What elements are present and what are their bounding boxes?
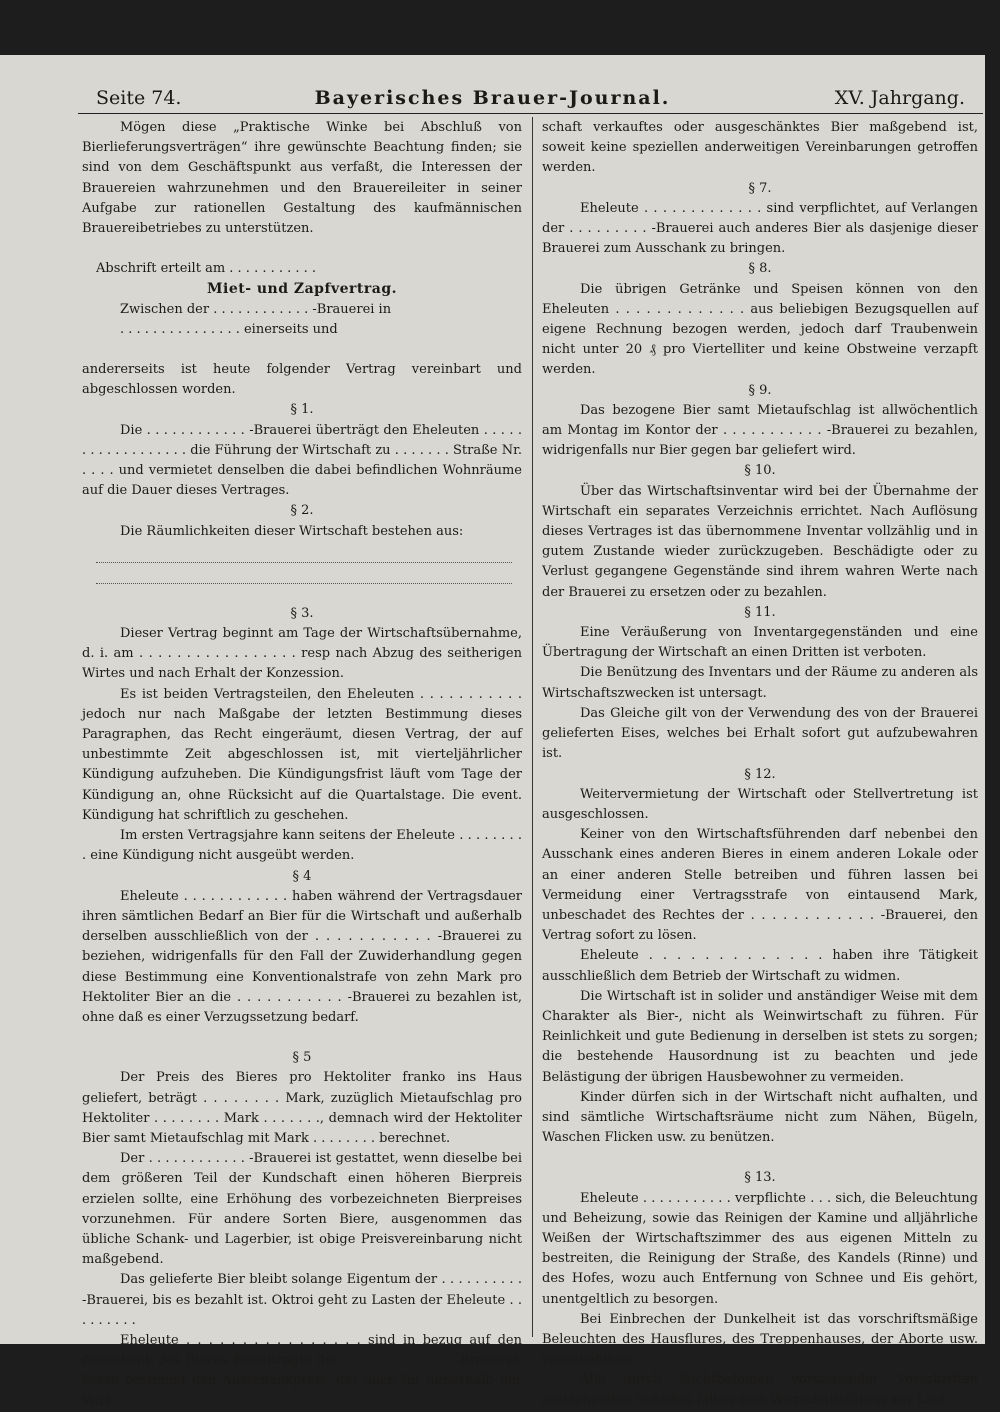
section-10-text: Über das Wirtschaftsinventar wird bei der Übernahme der Wirtschaft ein separates Verzeichnis errichtet. Nach Auflösung dieses Vertrages ist das übernommene Inventar vollzählig und in gutem Zustande wieder zurückzugeben. Beschädigte oder zu Verlust gegangene Gegenstände sind ihrem wahren Werte nach der Brauerei zu ersetzen oder zu bezahlen. <box>542 483 978 600</box>
section-11-text-b: Die Benützung des Inventars und der Räume zu anderen als Wirtschaftszwecken ist untersagt. <box>542 665 978 701</box>
section-3-text-a: Dieser Vertrag beginnt am Tage der Wirtschaftsübernahme, d. i. am . . . . . . . . . . . . . . . . . resp nach Abzug des seitherigen Wirtes und nach Erhalt der Konzession. <box>82 626 522 682</box>
section-1-text: Die . . . . . . . . . . . . -Brauerei überträgt den Eheleuten . . . . . . . . . . . . . . . . . . die Führung der Wirtschaft zu . . . . . . . Straße Nr. . . . . und vermietet denselben die dabei befindlichen Wohnräume auf die Dauer dieses Vertrages. <box>82 422 522 499</box>
fill-in-line <box>96 542 512 563</box>
section-5-text-d: Eheleute . . . . . . . . . . . . . . . . sind in bezug auf den Ausschank des Bieres Beauftragte der . . . . . . . . . . . . -Brauerei. Diese bestimmt den Ausschankpreis, der auch für außerhalb der Wirt- <box>82 1332 522 1409</box>
section-4-text: Eheleute . . . . . . . . . . . . haben während der Vertragsdauer ihren sämtlichen Bedarf an Bier für die Wirtschaft und außerhalb derselben ausschließlich von der . . . . . . . . . . . -Brauerei zu beziehen, widrigenfalls für den Fall der Zuwiderhandlung gegen diese Bestimmung eine Konventionalstrafe von zehn Mark pro Hektoliter Bier an die . . . . . . . . . . . -Brauerei zu bezahlen ist, ohne daß es einer Verzugssetzung bedarf. <box>82 888 522 1025</box>
section-1-heading: § 1. <box>290 402 314 418</box>
section-12-text-e: Kinder dürfen sich in der Wirtschaft nicht aufhalten, und sind sämtliche Wirtschaftsräume nicht zum Nähen, Bügeln, Waschen Flicken usw. zu benützen. <box>542 1089 978 1146</box>
left-column <box>82 118 522 1412</box>
section-3-heading: § 3. <box>290 605 314 621</box>
fill-in-line <box>96 563 512 584</box>
section-11-heading: § 11. <box>744 604 776 620</box>
section-11-text-a: Eine Veräußerung von Inventargegenständen und eine Übertragung der Wirtschaft an einen Dritten ist verboten. <box>542 625 978 661</box>
header-rule <box>78 113 983 114</box>
section-5-text-c: Das gelieferte Bier bleibt solange Eigentum der . . . . . . . . . . -Brauerei, bis es bezahlt ist. Oktroi geht zu Lasten der Eheleute . . . . . . . . . <box>82 1272 522 1328</box>
page-number: Seite 74. <box>96 87 182 109</box>
einerseits-line: . . . . . . . . . . . . . . . einerseits und <box>120 321 338 337</box>
section-5-text-b: Der . . . . . . . . . . . . -Brauerei ist gestattet, wenn dieselbe bei dem größeren Teil der Kundschaft einen höheren Bierpreis erzielen sollte, eine Erhöhung des vorbezeichneten Bierpreises vorzunehmen. Für andere Sorten Biere, ausgenommen das übliche Schank- und Lagerbier, ist obige Preisvereinbarung nicht maßgebend. <box>82 1151 522 1268</box>
section-12-heading: § 12. <box>744 766 776 782</box>
section-10-heading: § 10. <box>744 463 776 479</box>
section-9-text: Das bezogene Bier samt Mietaufschlag ist allwöchentlich am Montag im Kontor der . . . . . . . . . . . -Brauerei zu bezahlen, widrigenfalls nur Bier gegen bar geliefert wird. <box>542 402 978 459</box>
section-5-text-a: Der Preis des Bieres pro Hektoliter franko ins Haus geliefert, beträgt . . . . . . . . Mark, zuzüglich Mietaufschlag pro Hektoliter . . . . . . . . Mark . . . . . . ., demnach wird der Hektoliter Bier samt Mietaufschlag mit Mark . . . . . . . . berechnet. <box>82 1070 522 1146</box>
section-13-text-b: Bei Einbrechen der Dunkelheit ist das vorschriftsmäßige Beleuchten des Hausflures, des Treppenhauses, der Aborte usw. vorzunehmen. <box>542 1311 978 1368</box>
section-12-text-a: Weitervermietung der Wirtschaft oder Stellvertretung ist ausgeschlossen. <box>542 786 978 822</box>
section-2-heading: § 2. <box>290 503 314 519</box>
section-8-text: Die übrigen Getränke und Speisen können von den Eheleuten . . . . . . . . . . . . . aus beliebigen Bezugsquellen auf eigene Rechnung bezogen werden, jedoch darf Traubenwein nicht unter 20 ₰ pro Viertelliter und keine Obstweine verzapft werden. <box>542 281 978 378</box>
section-5-heading: § 5 <box>292 1050 312 1066</box>
section-11-text-c: Das Gleiche gilt von der Verwendung des von der Brauerei gelieferten Eises, welches bei Erhalt sofort gut aufzubewahren ist. <box>542 705 978 762</box>
zwischen-line: Zwischen der . . . . . . . . . . . . -Brauerei in <box>120 301 392 317</box>
section-13-heading: § 13. <box>744 1170 776 1186</box>
section-12-text-d: Die Wirtschaft ist in solider und anständiger Weise mit dem Charakter als Bier-, nicht als Weinwirtschaft zu führen. Für Reinlichkeit und gute Bedienung in derselben ist stets zu sorgen; die bestehende Hausordnung ist zu beachten und jede Belästigung der übrigen Hausbewohner zu vermeiden. <box>542 988 978 1085</box>
continuation-paragraph: schaft verkauftes oder ausgeschänktes Bier maßgebend ist, soweit keine speziellen anderweitigen Vereinbarungen getroffen werden. <box>542 120 978 176</box>
journal-title: Bayerisches Brauer-Journal. <box>314 87 671 109</box>
journal-page <box>0 55 985 1409</box>
column-rule <box>532 117 533 1337</box>
volume-label: XV. Jahrgang. <box>834 87 965 109</box>
section-3-text-c: Im ersten Vertragsjahre kann seitens der Eheleute . . . . . . . . . eine Kündigung nicht ausgeübt werden. <box>82 828 522 864</box>
section-13-text-c: Alle durch Nichtbefolgen vorstehender Vorschriften entstehenden Schäden fallen dem Wirtschaftsführer zur Last. <box>542 1372 978 1408</box>
section-8-heading: § 8. <box>748 261 772 277</box>
contract-title: Miet- und Zapfvertrag. <box>207 281 397 298</box>
section-13-text-a: Eheleute . . . . . . . . . . . verpflichte . . . sich, die Beleuchtung und Beheizung, sowie das Reinigen der Kamine und alljährliche Weißen der Wirtschaftszimmer des aus eigenen Mitteln zu bestreiten, die Reinigung der Straße, des Kandels (Rinne) und des Hofes, wozu auch Entfernung von Schnee und Eis gehört, unentgeltlich zu besorgen. <box>542 1190 978 1307</box>
right-column <box>542 118 978 1411</box>
section-4-heading: § 4 <box>292 868 312 884</box>
abschrift-line: Abschrift erteilt am . . . . . . . . . . . <box>96 261 317 277</box>
section-9-heading: § 9. <box>748 382 772 398</box>
section-3-text-b: Es ist beiden Vertragsteilen, den Eheleuten . . . . . . . . . . . jedoch nur nach Maßgabe der letzten Bestimmung dieses Paragraphen, das Recht eingeräumt, diesen Vertrag, der auf unbestimmte Zeit abgeschlossen ist, mit vierteljährlicher Kündigung aufzuheben. Die Kündigungsfrist läuft vom Tage der Kündigung an, ohne Rücksicht auf die Quartalstage. Die event. Kündigung hat schriftlich zu geschehen. <box>82 686 522 823</box>
section-2-text: Die Räumlichkeiten dieser Wirtschaft bestehen aus: <box>120 523 464 539</box>
intro-paragraph: Mögen diese „Praktische Winke bei Abschluß von Bierlieferungsverträgen“ ihre gewünschte Beachtung finden; sie sind von dem Geschäftspunkt aus verfaßt, die Interessen der Brauereien wahrzunehmen und den Brauereileiter in seiner Aufgabe zur rationellen Gestaltung des kaufmännischen Brauereibetriebes zu unterstützen. <box>82 120 522 237</box>
section-12-text-c: Eheleute . . . . . . . . . . . . . haben ihre Tätigkeit ausschließlich dem Betrieb der Wirtschaft zu widmen. <box>542 948 978 984</box>
section-7-text: Eheleute . . . . . . . . . . . . . sind verpflichtet, auf Verlangen der . . . . . . . . . -Brauerei auch anderes Bier als dasjenige dieser Brauerei zum Ausschank zu bringen. <box>542 200 978 257</box>
section-12-text-b: Keiner von den Wirtschaftsführenden darf nebenbei den Ausschank eines anderen Bieres in einem anderen Lokale oder an einer anderen Stelle betreiben und führen lassen bei Vermeidung einer Vertragsstrafe von eintausend Mark, unbeschadet des Rechtes der . . . . . . . . . . . . -Brauerei, den Vertrag sofort zu lösen. <box>542 827 978 944</box>
andererseits-paragraph: andererseits ist heute folgender Vertrag vereinbart und abgeschlossen worden. <box>82 362 522 398</box>
section-7-heading: § 7. <box>748 180 772 196</box>
